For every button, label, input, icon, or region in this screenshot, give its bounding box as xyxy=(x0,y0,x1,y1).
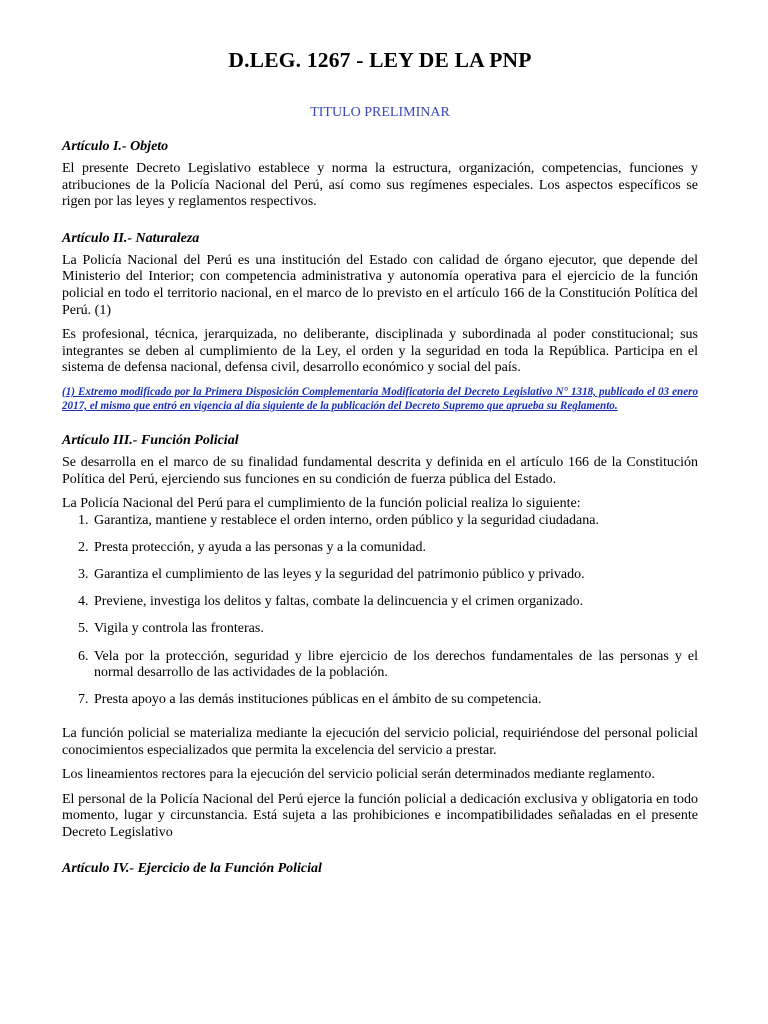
article-iii-paragraph-4: Los lineamientos rectores para la ejecución del servicio policial serán determinados mediante reglamento. xyxy=(62,767,655,783)
article-iii-paragraph-5: El personal de la Policía Nacional del Perú ejerce la función policial a dedicación exclusiva y obligatoria en todo momento, lugar y circunstancia. Está sujeta a las prohibiciones e incompatibilidades señaladas en el presente Decreto Legislativo xyxy=(62,791,698,840)
list-item: 1. Garantiza, mantiene y restablece el orden interno, orden público y la seguridad ciudadana. xyxy=(92,513,698,530)
article-iii-paragraph-2: La Policía Nacional del Perú para el cumplimiento de la función policial realiza lo siguiente: xyxy=(62,496,581,512)
article-i-paragraph-1: El presente Decreto Legislativo establece y norma la estructura, organización, competencias, funciones y atribuciones de la Policía Nacional del Perú, así como sus regímenes especiales. Los aspectos específicos se rigen por las leyes y reglamentos respectivos. xyxy=(62,161,698,210)
police-functions-list xyxy=(62,513,698,709)
article-ii xyxy=(62,231,698,413)
list-item: 4. Previene, investiga los delitos y faltas, combate la delincuencia y el crimen organizado. xyxy=(92,594,698,611)
article-ii-paragraph-2: Es profesional, técnica, jerarquizada, no deliberante, disciplinada y subordinada al poder constitucional; sus integrantes se deben al cumplimiento de la Ley, el orden y la seguridad en toda la República. Participa en el sistema de defensa nacional, defensa civil, desarrollo económico y social del país. xyxy=(62,327,698,376)
article-i-heading: Artículo I.- Objeto xyxy=(62,139,169,154)
list-item: 7. Presta apoyo a las demás instituciones públicas en el ámbito de su competencia. xyxy=(92,692,698,709)
article-iii xyxy=(62,433,698,842)
document-title: D.LEG. 1267 - LEY DE LA PNP xyxy=(228,48,532,72)
article-iii-heading: Artículo III.- Función Policial xyxy=(62,432,239,448)
footnote-link[interactable]: (1) Extremo modificado por la Primera Disposición Complementaria Modificatoria del Decreto Legislativo N° 1318, publicado el 03 enero 2017, el mismo que entró en vigencia al día siguiente de la publicación del Decreto Supremo que aprueba su Reglamento. xyxy=(62,385,698,412)
article-ii-heading: Artículo II.- Naturaleza xyxy=(62,230,200,246)
list-item: 5. Vigila y controla las fronteras. xyxy=(92,621,698,638)
article-ii-paragraph-1: La Policía Nacional del Perú es una institución del Estado con calidad de órgano ejecutor, que depende del Ministerio del Interior; con competencia administrativa y autonomía operativa para el ejercicio de la función policial en todo el territorio nacional, en el marco de lo previsto en el artículo 166 de la Constitución Política del Perú. (1) xyxy=(62,252,698,318)
article-iii-paragraph-3: La función policial se materializa mediante la ejecución del servicio policial, requiriéndose del personal policial conocimientos especializados que permita la excelencia del servicio a prestar. xyxy=(62,726,698,758)
list-item: 2. Presta protección, y ayuda a las personas y a la comunidad. xyxy=(92,540,698,557)
article-iii-paragraph-1: Se desarrolla en el marco de su finalidad fundamental descrita y definida en el artículo 166 de la Constitución Política del Perú, ejerciendo sus funciones en su condición de fuerza pública del Estado. xyxy=(62,454,698,487)
section-title: TITULO PRELIMINAR xyxy=(310,105,450,120)
article-iv-heading: Artículo IV.- Ejercicio de la Función Policial xyxy=(62,860,322,876)
list-item: 3. Garantiza el cumplimiento de las leyes y la seguridad del patrimonio público y privado. xyxy=(92,567,698,584)
list-item: 6. Vela por la protección, seguridad y libre ejercicio de los derechos fundamentales de las personas y el normal desarrollo de las actividades de la población. xyxy=(92,649,698,682)
article-i xyxy=(62,139,698,211)
article-iv xyxy=(62,861,698,877)
